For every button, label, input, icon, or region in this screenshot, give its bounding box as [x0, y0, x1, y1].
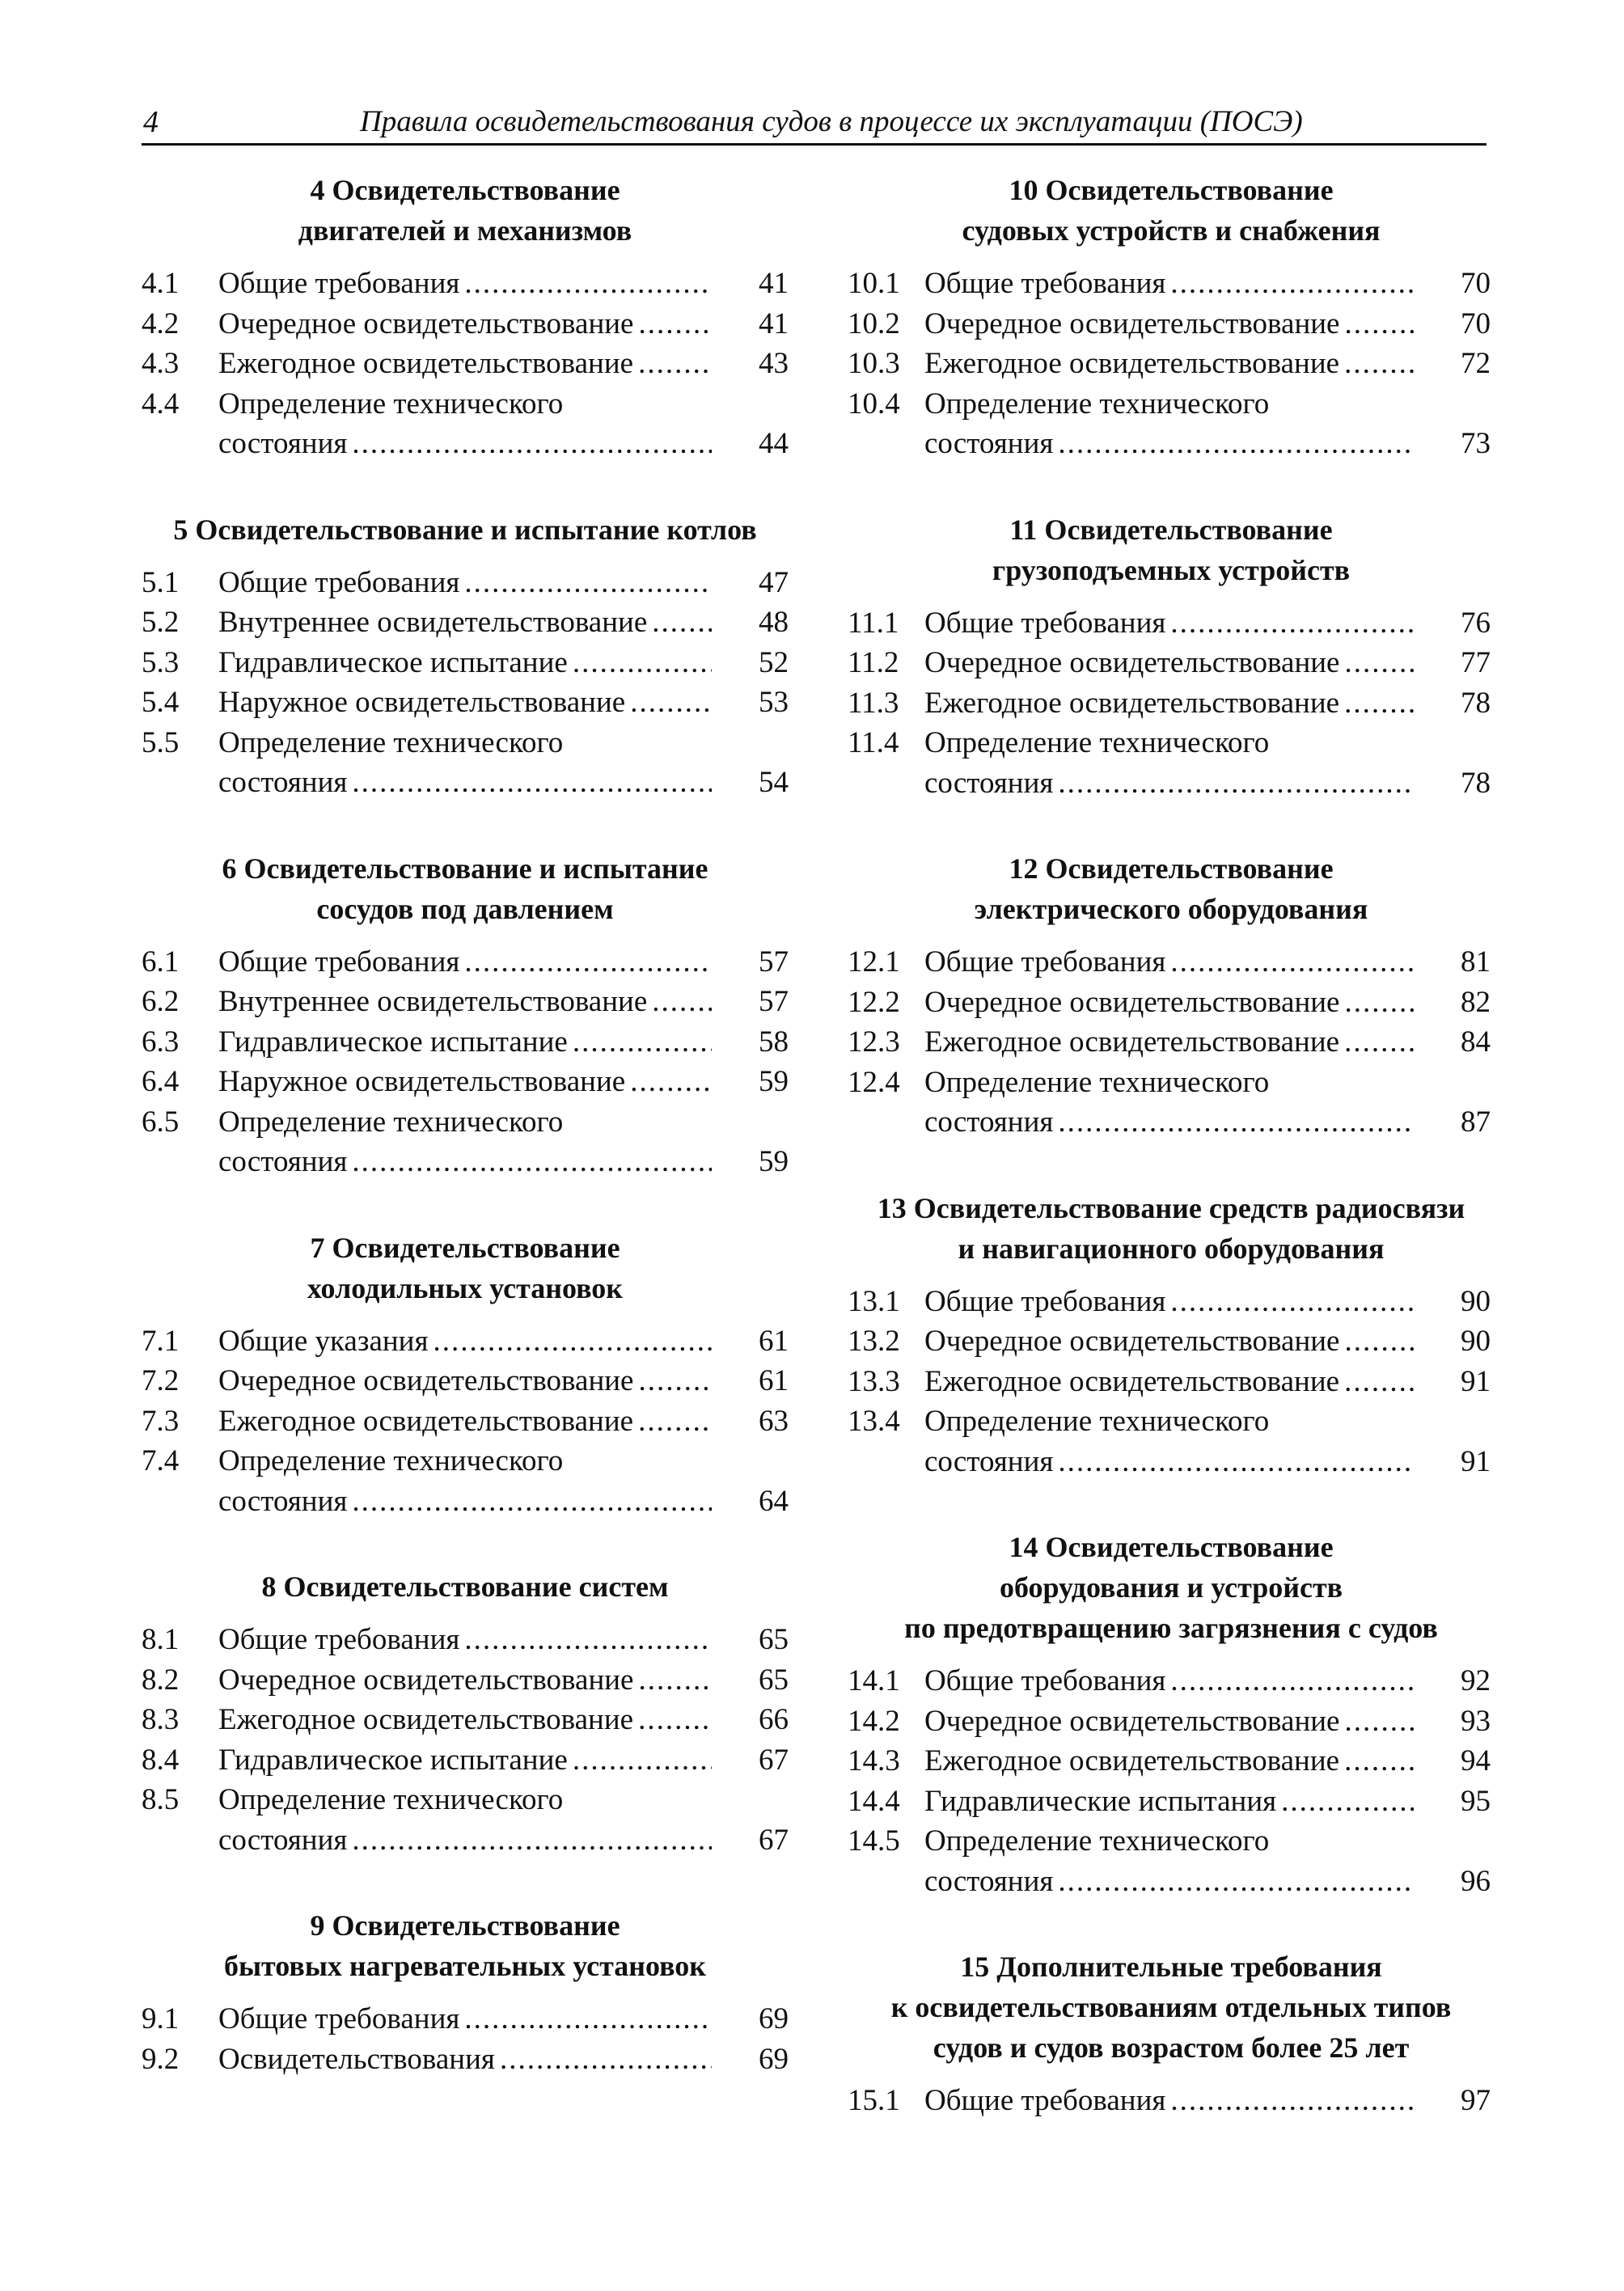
- dot-leader: [1344, 304, 1414, 344]
- section-title-line: двигателей и механизмов: [298, 214, 632, 247]
- toc-entry[interactable]: [142, 304, 789, 344]
- page-reference: 67: [759, 1743, 789, 1777]
- section-title-line: и навигационного оборудования: [958, 1232, 1385, 1265]
- toc-section: [848, 509, 1495, 804]
- entry-title: состояния: [924, 427, 1054, 460]
- entry-title-first-line: Определение технического: [218, 387, 564, 421]
- section-title-line: холодильных установок: [307, 1271, 624, 1304]
- section-title-line: сосудов под давлением: [316, 892, 614, 925]
- page-reference: 96: [1461, 1864, 1491, 1898]
- entry-number: 7.3: [142, 1404, 180, 1438]
- entry-number: 15.1: [848, 2084, 900, 2117]
- dot-leader: [1344, 1362, 1414, 1402]
- toc-entry[interactable]: [848, 1661, 1491, 1701]
- section-title: [142, 170, 789, 251]
- entry-title-first-line: Определение технического: [924, 1065, 1270, 1099]
- section-title-line: 7 Освидетельствование: [310, 1231, 620, 1264]
- section-title: [848, 1527, 1495, 1648]
- page-reference: 65: [759, 1663, 789, 1697]
- entry-number: 11.3: [848, 686, 899, 720]
- toc-entry[interactable]: [142, 1740, 789, 1781]
- page-reference: 93: [1461, 1704, 1491, 1738]
- toc-entry[interactable]: [848, 643, 1491, 683]
- entry-number: 7.4: [142, 1444, 180, 1477]
- section-title-line: 9 Освидетельствование: [310, 1909, 620, 1942]
- entry-number: 6.3: [142, 1025, 180, 1059]
- page-reference: 54: [759, 766, 789, 799]
- entry-title: Внутреннее освидетельствование: [218, 985, 648, 1018]
- entry-number: 14.3: [848, 1744, 900, 1777]
- entry-number: 5.3: [142, 645, 180, 679]
- dot-leader: [638, 1700, 712, 1740]
- section-title: [142, 1228, 789, 1308]
- entry-title: Общие требования: [924, 267, 1166, 300]
- entry-title-first-line: Определение технического: [924, 387, 1270, 421]
- dot-leader: [1344, 1321, 1414, 1362]
- entry-title: Ежегодное освидетельствование: [924, 1364, 1340, 1398]
- toc-entry[interactable]: [142, 1780, 789, 1860]
- toc-section: [142, 1228, 789, 1522]
- page-reference: 78: [1461, 686, 1491, 720]
- entry-number: 8.3: [142, 1703, 180, 1736]
- toc-entry[interactable]: [848, 1022, 1491, 1063]
- toc-entry[interactable]: [142, 563, 789, 603]
- page-reference: 65: [759, 1623, 789, 1656]
- toc-entry[interactable]: [142, 1102, 789, 1182]
- toc-entry[interactable]: [848, 1741, 1491, 1782]
- entry-title: Общие требования: [924, 1284, 1166, 1318]
- section-title: [848, 1947, 1495, 2068]
- section-title-line: 10 Освидетельствование: [1009, 174, 1334, 206]
- toc-entry[interactable]: [848, 942, 1491, 983]
- dot-leader: [352, 1142, 712, 1182]
- toc-entry[interactable]: [142, 1660, 789, 1701]
- toc-entry[interactable]: [142, 384, 789, 464]
- toc-entry[interactable]: [142, 1062, 789, 1102]
- entry-title: Общие требования: [924, 945, 1166, 979]
- toc-entry[interactable]: [848, 1782, 1491, 1822]
- entry-number: 14.5: [848, 1824, 900, 1858]
- entry-title-first-line: Определение технического: [218, 1444, 564, 1477]
- dot-leader: [352, 1820, 712, 1861]
- toc-entry[interactable]: [848, 723, 1491, 803]
- page-reference: 64: [759, 1484, 789, 1518]
- section-title-line: 6 Освидетельствование и испытание: [222, 852, 708, 885]
- entry-title: Внутреннее освидетельствование: [218, 606, 648, 639]
- dot-leader: [464, 1999, 712, 2039]
- toc-entry[interactable]: [848, 683, 1491, 724]
- page-reference: 61: [759, 1324, 789, 1358]
- entry-number: 8.4: [142, 1743, 180, 1777]
- page-reference: 73: [1461, 427, 1491, 460]
- entry-title: Гидравлическое испытание: [218, 1025, 568, 1059]
- entry-number: 4.2: [142, 306, 180, 340]
- toc-entry[interactable]: [848, 1821, 1491, 1901]
- entry-number: 5.4: [142, 686, 180, 719]
- dot-leader: [1344, 1701, 1414, 1742]
- section-title: [142, 1905, 789, 1986]
- entry-title: Ежегодное освидетельствование: [924, 1744, 1340, 1777]
- page-reference: 76: [1461, 606, 1491, 640]
- page-reference: 90: [1461, 1325, 1491, 1358]
- section-title-line: 5 Освидетельствование и испытание котлов: [173, 513, 757, 546]
- toc-entry[interactable]: [848, 384, 1491, 464]
- page-reference: 66: [759, 1703, 789, 1736]
- entry-title: Гидравлическое испытание: [218, 645, 568, 679]
- entry-number: 5.5: [142, 725, 180, 759]
- toc-entry[interactable]: [848, 304, 1491, 344]
- toc-entry[interactable]: [848, 603, 1491, 644]
- dot-leader: [652, 982, 712, 1022]
- dot-leader: [464, 942, 712, 983]
- dot-leader: [1170, 264, 1414, 304]
- page-reference: 90: [1461, 1284, 1491, 1318]
- entry-number: 12.1: [848, 945, 900, 979]
- entry-title: Очередное освидетельствование: [218, 1663, 634, 1697]
- entry-title: Общие требования: [218, 267, 460, 300]
- section-title-line: 13 Освидетельствование средств радиосвязи: [877, 1191, 1465, 1224]
- toc-entry[interactable]: [142, 1999, 789, 2039]
- entry-title: состояния: [924, 1105, 1054, 1139]
- entry-title: Общие требования: [924, 1664, 1166, 1697]
- dot-leader: [1344, 643, 1414, 683]
- dot-leader: [638, 1660, 712, 1701]
- page-reference: 84: [1461, 1025, 1491, 1059]
- toc-entry[interactable]: [848, 983, 1491, 1023]
- toc-section: [848, 1527, 1495, 1901]
- entry-number: 9.2: [142, 2042, 180, 2076]
- page-reference: 72: [1461, 347, 1491, 380]
- toc-entry[interactable]: [142, 1022, 789, 1063]
- dot-leader: [1170, 603, 1414, 644]
- toc-section: [142, 509, 789, 803]
- entry-title: Общие требования: [924, 2084, 1166, 2117]
- page-reference: 78: [1461, 766, 1491, 800]
- section-title-line: 15 Дополнительные требования: [960, 1951, 1382, 1983]
- section-title-line: судов и судов возрастом более 25 лет: [933, 2031, 1410, 2064]
- section-title-line: 14 Освидетельствование: [1009, 1531, 1334, 1563]
- toc-entry[interactable]: [142, 982, 789, 1022]
- entry-number: 10.4: [848, 387, 900, 421]
- entry-number: 4.1: [142, 267, 180, 300]
- entry-number: 11.4: [848, 726, 899, 759]
- dot-leader: [1058, 424, 1414, 464]
- page-reference: 41: [759, 267, 789, 300]
- dot-leader: [1344, 1022, 1414, 1063]
- page-reference: 87: [1461, 1105, 1491, 1139]
- section-title: [142, 1566, 789, 1607]
- page-reference: 47: [759, 565, 789, 599]
- section-title: [848, 170, 1495, 251]
- dot-leader: [464, 563, 712, 603]
- toc-entry[interactable]: [142, 1361, 789, 1401]
- page-reference: 70: [1461, 306, 1491, 340]
- entry-title-first-line: Определение технического: [218, 1783, 564, 1816]
- page-reference: 92: [1461, 1664, 1491, 1697]
- entry-number: 13.1: [848, 1284, 900, 1318]
- toc-entry[interactable]: [848, 1401, 1491, 1482]
- page-reference: 94: [1461, 1744, 1491, 1777]
- entry-title: Ежегодное освидетельствование: [218, 347, 634, 380]
- entry-number: 13.3: [848, 1364, 900, 1398]
- entry-number: 11.2: [848, 646, 899, 679]
- entry-number: 11.1: [848, 606, 899, 640]
- dot-leader: [1058, 763, 1414, 804]
- dot-leader: [630, 683, 712, 723]
- toc-entry[interactable]: [848, 1321, 1491, 1362]
- dot-leader: [630, 1062, 712, 1102]
- toc-section: [848, 1188, 1495, 1482]
- entry-number: 12.2: [848, 985, 900, 1019]
- entry-title: Общие требования: [218, 1623, 460, 1656]
- page-reference: 59: [759, 1145, 789, 1178]
- entry-number: 13.2: [848, 1325, 900, 1358]
- entry-title: Общие требования: [924, 606, 1166, 640]
- entry-title: состояния: [218, 427, 348, 460]
- dot-leader: [638, 1401, 712, 1442]
- entry-title: Общие указания: [218, 1324, 429, 1358]
- entry-number: 14.4: [848, 1784, 900, 1818]
- entry-number: 7.2: [142, 1364, 180, 1397]
- entry-number: 8.2: [142, 1663, 180, 1697]
- entry-number: 12.3: [848, 1025, 900, 1059]
- entry-title-first-line: Определение технического: [924, 726, 1270, 759]
- entry-title-first-line: Определение технического: [218, 725, 564, 759]
- entry-title: состояния: [218, 1823, 348, 1857]
- section-title-line: оборудования и устройств: [999, 1571, 1343, 1604]
- dot-leader: [1170, 2081, 1414, 2121]
- entry-title: состояния: [924, 1444, 1054, 1478]
- entry-number: 6.4: [142, 1065, 180, 1098]
- running-title: Правила освидетельствования судов в процессе их эксплуатации (ПОСЭ): [360, 105, 1303, 138]
- entry-number: 5.2: [142, 606, 180, 639]
- entry-title: Освидетельствования: [218, 2042, 495, 2076]
- toc-entry[interactable]: [142, 942, 789, 983]
- toc-entry[interactable]: [142, 683, 789, 723]
- entry-number: 12.4: [848, 1065, 900, 1099]
- toc-entry[interactable]: [848, 2081, 1491, 2121]
- entry-title: Очередное освидетельствование: [218, 1364, 634, 1397]
- dot-leader: [573, 1740, 712, 1781]
- page-reference: 81: [1461, 945, 1491, 979]
- toc-section: [142, 1905, 789, 2079]
- entry-title: Гидравлическое испытание: [218, 1743, 568, 1777]
- dot-leader: [573, 1022, 712, 1063]
- toc-entry[interactable]: [142, 2039, 789, 2080]
- dot-leader: [500, 2039, 712, 2080]
- toc-section: [848, 848, 1495, 1143]
- entry-title: Общие требования: [218, 945, 460, 979]
- page-reference: 53: [759, 686, 789, 719]
- entry-number: 10.3: [848, 347, 900, 380]
- page-reference: 63: [759, 1404, 789, 1438]
- entry-number: 6.5: [142, 1105, 180, 1139]
- page-reference: 91: [1461, 1444, 1491, 1478]
- toc-column-right: [848, 170, 1495, 2166]
- dot-leader: [433, 1321, 712, 1362]
- page-reference: 91: [1461, 1364, 1491, 1398]
- section-title-line: судовых устройств и снабжения: [962, 214, 1381, 247]
- toc-entry[interactable]: [142, 723, 789, 803]
- page-reference: 77: [1461, 646, 1491, 679]
- entry-number: 7.1: [142, 1324, 180, 1358]
- entry-number: 13.4: [848, 1405, 900, 1438]
- entry-title: Ежегодное освидетельствование: [218, 1404, 634, 1438]
- entry-title: состояния: [924, 1864, 1054, 1898]
- entry-number: 4.4: [142, 387, 180, 421]
- page-reference: 69: [759, 2002, 789, 2035]
- dot-leader: [1344, 344, 1414, 384]
- dot-leader: [638, 344, 712, 384]
- toc-section: [142, 1566, 789, 1860]
- entry-number: 6.1: [142, 945, 180, 979]
- dot-leader: [1281, 1782, 1414, 1822]
- dot-leader: [1344, 683, 1414, 724]
- section-title-line: бытовых нагревательных установок: [223, 1950, 707, 1982]
- entry-title: Наружное освидетельствование: [218, 686, 626, 719]
- dot-leader: [352, 424, 712, 464]
- entry-title: Очередное освидетельствование: [924, 1325, 1340, 1358]
- page-number: 4: [143, 105, 159, 139]
- toc-entry[interactable]: [142, 1700, 789, 1740]
- entry-title-first-line: Определение технического: [218, 1105, 564, 1139]
- page-reference: 52: [759, 645, 789, 679]
- section-title: [142, 848, 789, 929]
- dot-leader: [573, 643, 712, 683]
- toc-entry[interactable]: [848, 264, 1491, 304]
- toc-section: [142, 848, 789, 1182]
- toc-entry[interactable]: [142, 602, 789, 643]
- section-title: [848, 1188, 1495, 1269]
- entry-title: состояния: [218, 1484, 348, 1518]
- toc-entry[interactable]: [142, 1321, 789, 1362]
- toc-section: [848, 170, 1495, 464]
- entry-number: 10.2: [848, 306, 900, 340]
- dot-leader: [352, 763, 712, 803]
- entry-number: 5.1: [142, 565, 180, 599]
- toc-column-left: [142, 170, 789, 2124]
- dot-leader: [1170, 1661, 1414, 1701]
- toc-entry[interactable]: [142, 344, 789, 384]
- entry-title: Гидравлические испытания: [924, 1784, 1277, 1818]
- entry-title: Очередное освидетельствование: [924, 985, 1340, 1019]
- toc-entry[interactable]: [142, 643, 789, 683]
- entry-title: Ежегодное освидетельствование: [924, 347, 1340, 380]
- section-title-line: к освидетельствованиям отдельных типов: [890, 1991, 1452, 2023]
- toc-entry[interactable]: [142, 1620, 789, 1660]
- toc-entry[interactable]: [848, 344, 1491, 384]
- toc-entry[interactable]: [142, 264, 789, 304]
- page-reference: 69: [759, 2042, 789, 2076]
- entry-title: состояния: [924, 766, 1054, 800]
- entry-number: 14.2: [848, 1704, 900, 1738]
- section-title: [848, 848, 1495, 929]
- entry-title: Очередное освидетельствование: [218, 306, 634, 340]
- entry-title: состояния: [218, 1145, 348, 1178]
- entry-title: Общие требования: [218, 2002, 460, 2035]
- entry-title: Наружное освидетельствование: [218, 1065, 626, 1098]
- toc-section: [848, 1947, 1495, 2121]
- dot-leader: [1170, 942, 1414, 983]
- entry-number: 8.5: [142, 1783, 180, 1816]
- entry-title: Общие требования: [218, 565, 460, 599]
- page-reference: 57: [759, 985, 789, 1018]
- page-reference: 48: [759, 606, 789, 639]
- dot-leader: [652, 602, 712, 643]
- entry-number: 10.1: [848, 267, 900, 300]
- dot-leader: [1170, 1282, 1414, 1322]
- entry-title: Очередное освидетельствование: [924, 646, 1340, 679]
- dot-leader: [1058, 1442, 1414, 1482]
- page-header: [142, 101, 1487, 146]
- section-title-line: 12 Освидетельствование: [1009, 852, 1334, 885]
- entry-title: Ежегодное освидетельствование: [924, 1025, 1340, 1059]
- dot-leader: [638, 1361, 712, 1401]
- entry-number: 6.2: [142, 985, 180, 1018]
- entry-title: состояния: [218, 766, 348, 799]
- dot-leader: [464, 264, 712, 304]
- section-title-line: по предотвращению загрязнения с судов: [904, 1612, 1438, 1644]
- entry-title: Очередное освидетельствование: [924, 1704, 1340, 1738]
- page-reference: 41: [759, 306, 789, 340]
- dot-leader: [352, 1482, 712, 1522]
- dot-leader: [1344, 1741, 1414, 1782]
- page-reference: 95: [1461, 1784, 1491, 1818]
- section-title: [848, 509, 1495, 590]
- dot-leader: [638, 304, 712, 344]
- page-reference: 67: [759, 1823, 789, 1857]
- section-title: [142, 509, 789, 550]
- toc-entry[interactable]: [848, 1701, 1491, 1742]
- toc-entry[interactable]: [848, 1063, 1491, 1143]
- dot-leader: [1058, 1102, 1414, 1143]
- page-reference: 44: [759, 427, 789, 460]
- page-reference: 82: [1461, 985, 1491, 1019]
- entry-title-first-line: Определение технического: [924, 1405, 1270, 1438]
- section-title-line: электрического оборудования: [974, 893, 1368, 925]
- toc-entry[interactable]: [848, 1362, 1491, 1402]
- dot-leader: [464, 1620, 712, 1660]
- section-title-line: 11 Освидетельствование: [1009, 513, 1333, 546]
- section-title-line: 8 Освидетельствование систем: [261, 1570, 669, 1603]
- toc-entry[interactable]: [142, 1401, 789, 1442]
- toc-section: [142, 170, 789, 464]
- toc-entry[interactable]: [142, 1441, 789, 1521]
- dot-leader: [1058, 1862, 1414, 1902]
- entry-number: 4.3: [142, 347, 180, 380]
- entry-title: Очередное освидетельствование: [924, 306, 1340, 340]
- page-reference: 57: [759, 945, 789, 979]
- page-reference: 59: [759, 1065, 789, 1098]
- entry-title: Ежегодное освидетельствование: [924, 686, 1340, 720]
- entry-title: Ежегодное освидетельствование: [218, 1703, 634, 1736]
- section-title-line: 4 Освидетельствование: [310, 174, 620, 206]
- entry-number: 8.1: [142, 1623, 180, 1656]
- entry-number: 14.1: [848, 1664, 900, 1697]
- page-reference: 70: [1461, 267, 1491, 300]
- page-reference: 43: [759, 347, 789, 380]
- page-reference: 58: [759, 1025, 789, 1059]
- section-title-line: грузоподъемных устройств: [992, 553, 1351, 586]
- toc-entry[interactable]: [848, 1282, 1491, 1322]
- entry-number: 9.1: [142, 2002, 180, 2035]
- page-reference: 61: [759, 1364, 789, 1397]
- page-reference: 97: [1461, 2084, 1491, 2117]
- dot-leader: [1344, 983, 1414, 1023]
- entry-title-first-line: Определение технического: [924, 1824, 1270, 1858]
